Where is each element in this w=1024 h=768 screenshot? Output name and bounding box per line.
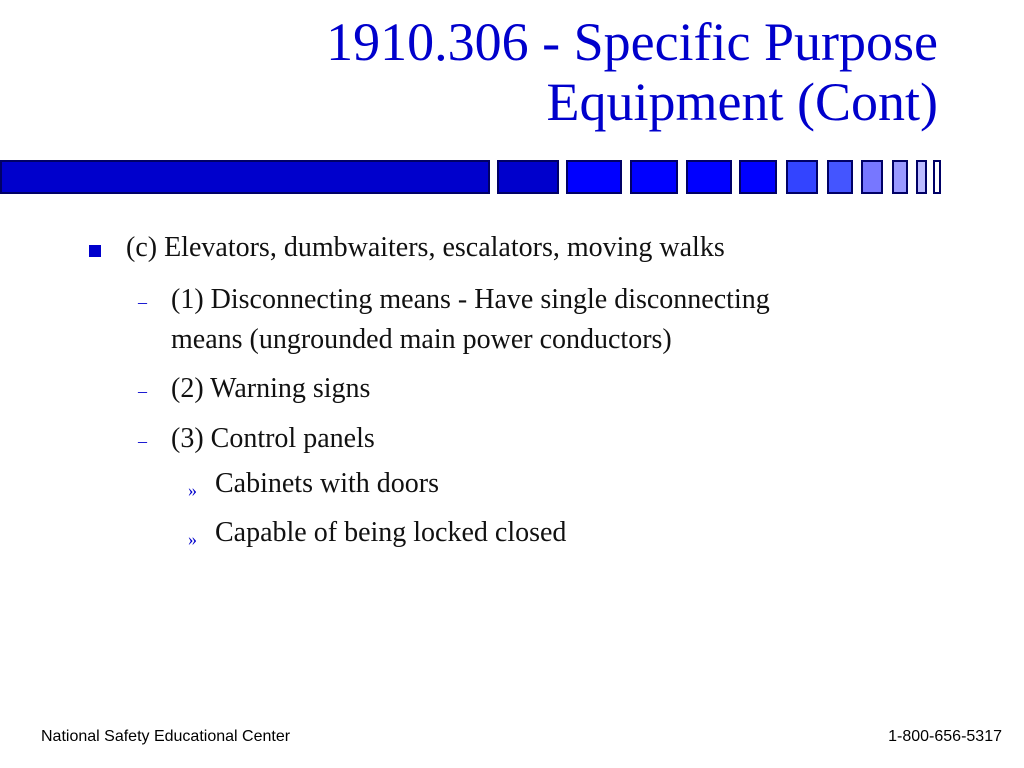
footer-organization: National Safety Educational Center [41, 728, 291, 745]
bullet-level3: Capable of being locked closed [215, 517, 567, 548]
title-line-1: 1910.306 - Specific Purpose [326, 12, 938, 72]
bullet-level1: (c) Elevators, dumbwaiters, escalators, moving walks [126, 232, 725, 263]
square-bullet-icon [89, 245, 101, 257]
bullet-level3: Cabinets with doors [215, 468, 439, 499]
title-line-2: Equipment (Cont) [546, 72, 938, 132]
chevron-bullet-icon: » [188, 529, 197, 549]
bullet-line: means (ungrounded main power conductors) [171, 324, 672, 355]
footer-phone: 1-800-656-5317 [888, 728, 1002, 745]
chevron-bullet-icon: » [188, 480, 197, 500]
dash-bullet-icon: – [138, 292, 147, 312]
dash-bullet-icon: – [138, 381, 147, 401]
dash-bullet-icon: – [138, 431, 147, 451]
bullet-level2: (2) Warning signs [171, 373, 371, 404]
bullet-level2: (3) Control panels [171, 423, 375, 454]
bullet-level2 [171, 280, 931, 360]
bullet-line: (1) Disconnecting means - Have single disconnecting [171, 284, 770, 315]
slide-footer [0, 728, 1024, 768]
